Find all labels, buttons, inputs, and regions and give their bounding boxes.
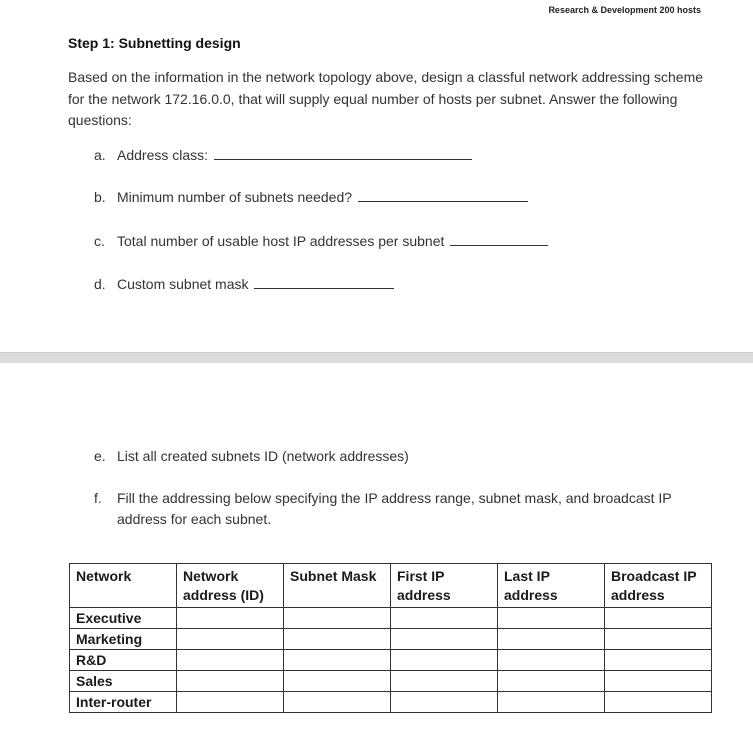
table-cell[interactable] [605, 671, 712, 692]
question-label: e. [94, 448, 106, 464]
row-label: Inter-router [70, 692, 177, 713]
question-label: d. [94, 276, 106, 292]
col-header-first-ip: First IP address [391, 564, 498, 608]
step-title: Step 1: Subnetting design [68, 35, 241, 51]
col-header-broadcast-ip: Broadcast IP address [605, 564, 712, 608]
table-row [70, 692, 712, 713]
table-row [70, 671, 712, 692]
table-cell[interactable] [498, 671, 605, 692]
question-text: Total number of usable host IP addresses per subnet [117, 233, 445, 249]
table-row [70, 608, 712, 629]
table-cell[interactable] [177, 671, 284, 692]
intro-paragraph: Based on the information in the network topology above, design a classful network addressing scheme for the network 172.16.0.0, that will supply equal number of hosts per subnet. Answer the following questions: [68, 69, 704, 128]
table-cell[interactable] [391, 671, 498, 692]
col-header-last-ip: Last IP address [498, 564, 605, 608]
table-cell[interactable] [284, 650, 391, 671]
table-cell[interactable] [605, 608, 712, 629]
row-label: Sales [70, 671, 177, 692]
table-header-row [70, 564, 712, 608]
table-cell[interactable] [605, 692, 712, 713]
table-cell[interactable] [284, 608, 391, 629]
answer-blank[interactable] [254, 274, 394, 289]
top-note: Research & Development 200 hosts [548, 5, 701, 15]
table-cell[interactable] [498, 650, 605, 671]
col-header-network: Network [70, 564, 177, 608]
col-header-network-id: Network address (ID) [177, 564, 284, 608]
table-row [70, 629, 712, 650]
table-cell[interactable] [177, 629, 284, 650]
col-header-subnet-mask: Subnet Mask [284, 564, 391, 608]
addressing-table [69, 563, 712, 713]
question-f [94, 490, 672, 527]
question-b [94, 187, 528, 205]
table-cell[interactable] [284, 629, 391, 650]
row-label: Executive [70, 608, 177, 629]
table-row [70, 650, 712, 671]
table-cell[interactable] [605, 650, 712, 671]
table-cell[interactable] [177, 608, 284, 629]
question-e [94, 448, 409, 464]
table-cell[interactable] [498, 608, 605, 629]
table-cell[interactable] [284, 671, 391, 692]
row-label: Marketing [70, 629, 177, 650]
table-cell[interactable] [605, 629, 712, 650]
question-text: Custom subnet mask [117, 276, 249, 292]
table-cell[interactable] [391, 629, 498, 650]
answer-blank[interactable] [358, 187, 528, 202]
question-c [94, 231, 548, 249]
question-label: c. [94, 233, 105, 249]
answer-blank[interactable] [450, 231, 548, 246]
question-text-continued: address for each subnet. [117, 511, 272, 527]
row-label: R&D [70, 650, 177, 671]
table-cell[interactable] [498, 629, 605, 650]
table-cell[interactable] [391, 692, 498, 713]
question-text: Fill the addressing below specifying the IP address range, subnet mask, and broadcast IP [117, 490, 672, 506]
answer-blank[interactable] [214, 145, 472, 160]
table-cell[interactable] [284, 692, 391, 713]
question-text: Address class: [117, 147, 209, 163]
page-divider [0, 352, 753, 363]
question-label: f. [94, 490, 102, 506]
question-d [94, 274, 394, 292]
question-label: a. [94, 147, 106, 163]
table-cell[interactable] [498, 692, 605, 713]
question-label: b. [94, 189, 106, 205]
table-cell[interactable] [177, 692, 284, 713]
table-cell[interactable] [177, 650, 284, 671]
question-text: Minimum number of subnets needed? [117, 189, 353, 205]
table-cell[interactable] [391, 650, 498, 671]
question-a [94, 145, 472, 163]
table-cell[interactable] [391, 608, 498, 629]
question-text: List all created subnets ID (network addresses) [117, 448, 409, 464]
